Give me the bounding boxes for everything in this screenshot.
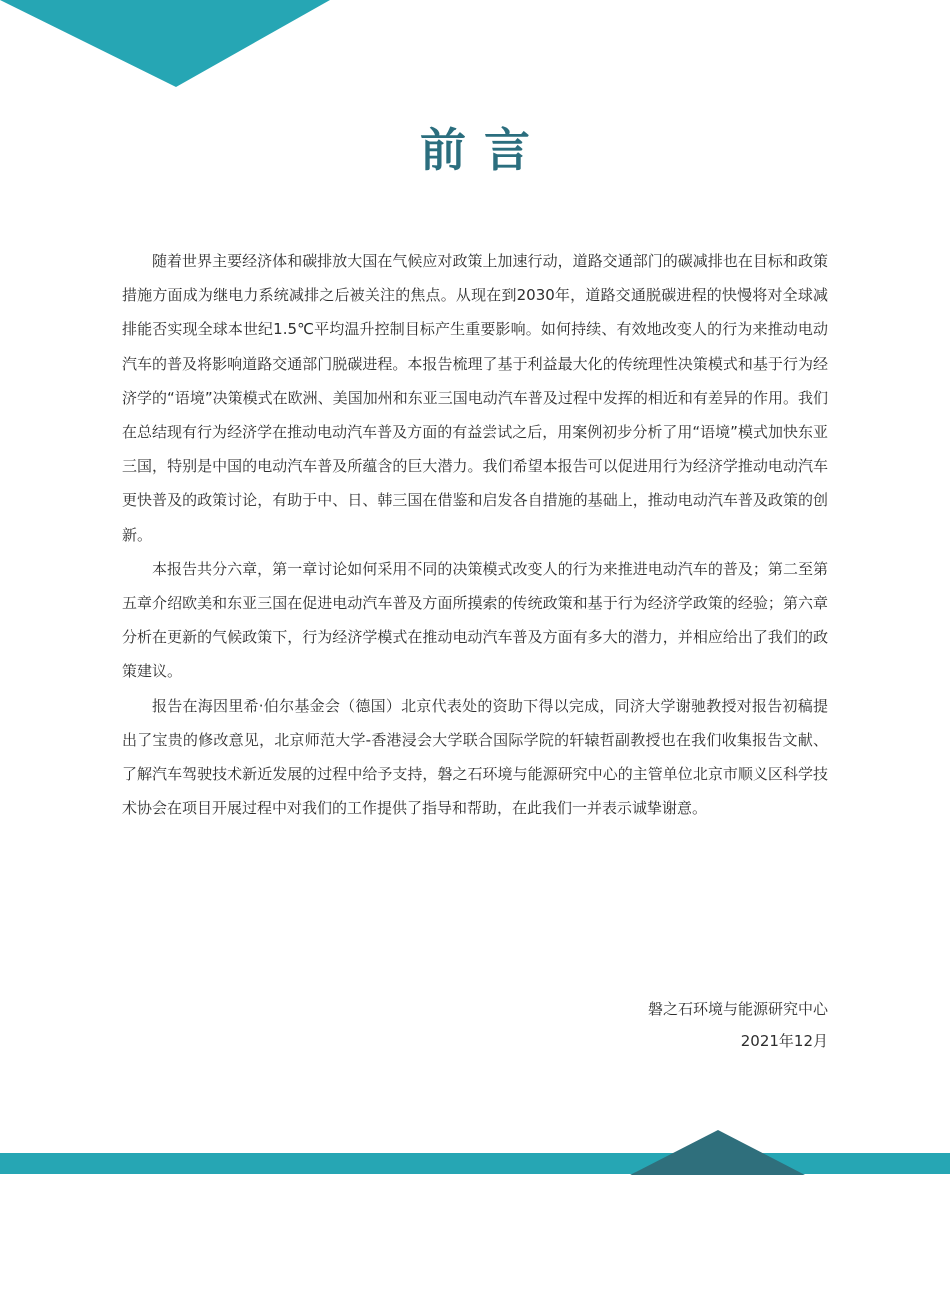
paragraph-2: 本报告共分六章，第一章讨论如何采用不同的决策模式改变人的行为来推进电动汽车的普及；第二至第五章介绍欧美和东亚三国在促进电动汽车普及方面所摸索的传统政策和基于行为经济学政策的经验；第六章分析在更新的气候政策下，行为经济学模式在推动电动汽车普及方面有多大的潜力，并相应给出了我们的政策建议。: [122, 559, 828, 681]
top-decorative-triangle: [0, 0, 330, 88]
signature-block: [648, 993, 828, 1057]
footer-band: [0, 1153, 950, 1174]
footer-decorative-triangle: [630, 1130, 805, 1175]
paragraph-3: 报告在海因里希·伯尔基金会（德国）北京代表处的资助下得以完成，同济大学谢驰教授对报告初稿提出了宝贵的修改意见，北京师范大学-香港浸会大学联合国际学院的轩辕哲副教授也在我们收集报告文献、了解汽车驾驶技术新近发展的过程中给予支持，磐之石环境与能源研究中心的主管单位北京市顺义区科学技术协会在项目开展过程中对我们的工作提供了指导和帮助，在此我们一并表示诚挚谢意。: [122, 696, 828, 818]
preface-body: [122, 244, 828, 825]
signature-date: 2021年12月: [740, 1032, 828, 1050]
paragraph-1: 随着世界主要经济体和碳排放大国在气候应对政策上加速行动，道路交通部门的碳减排也在目标和政策措施方面成为继电力系统减排之后被关注的焦点。从现在到2030年，道路交通脱碳进程的快慢将对全球减排能否实现全球本世纪1.5℃平均温升控制目标产生重要影响。如何持续、有效地改变人的行为来推动电动汽车的普及将影响道路交通部门脱碳进程。本报告梳理了基于利益最大化的传统理性决策模式和基于行为经济学的“语境”决策模式在欧洲、美国加州和东亚三国电动汽车普及过程中发挥的相近和有差异的作用。我们在总结现有行为经济学在推动电动汽车普及方面的有益尝试之后，用案例初步分析了用“语境”模式加快东亚三国，特别是中国的电动汽车普及所蕴含的巨大潜力。我们希望本报告可以促进用行为经济学推动电动汽车更快普及的政策讨论，有助于中、日、韩三国在借鉴和启发各自措施的基础上，推动电动汽车普及政策的创新。: [122, 252, 829, 544]
signature-organization: 磐之石环境与能源研究中心: [647, 1000, 828, 1018]
page-title: 前言: [420, 123, 548, 177]
